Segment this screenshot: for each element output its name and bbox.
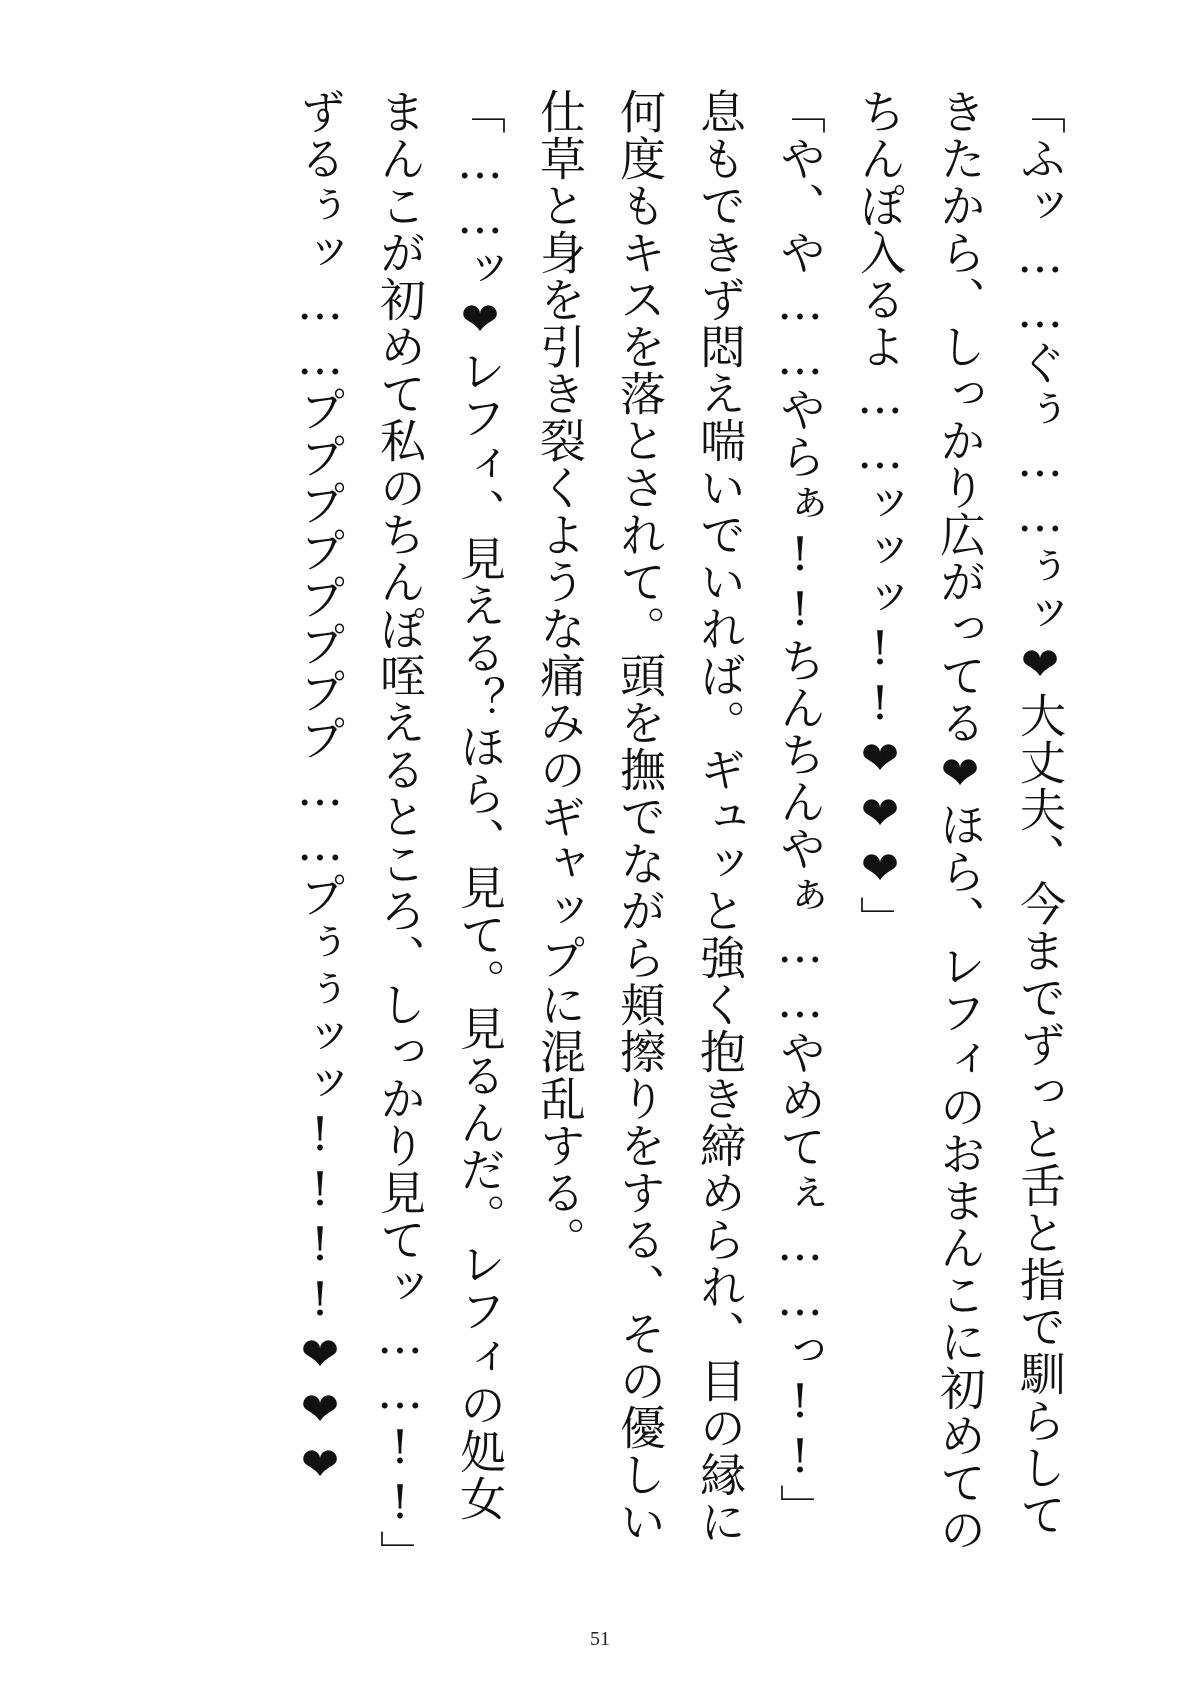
page-number: 51 bbox=[590, 1628, 610, 1650]
text-line-4: 「や、や……やらぁ!!ちんちんやぁ……やめてぇ……っ!!」 bbox=[773, 88, 827, 1531]
text-line-1: 「ふッ……ぐぅ……ぅッ❤大丈夫、今までずっと舌と指で馴らして bbox=[1013, 88, 1067, 1538]
text-line-5: 息もできず悶え喘いでいれば。ギュッと強く抱き締められ、目の縁に bbox=[693, 88, 747, 1545]
vertical-text-body bbox=[280, 88, 1080, 1618]
text-line-6: 何度もキスを落とされて。頭を撫でながら頬擦りをする、その優しい bbox=[613, 88, 667, 1545]
text-line-8: 「……ッ❤レフィ、見える？ほら、見て。見るんだ。レフィの処女 bbox=[453, 88, 507, 1522]
text-line-3: ちんぽ入るよ……ッッッ!!❤❤❤」 bbox=[853, 88, 907, 943]
text-line-9: まんこが初めて私のちんぽ咥えるところ、しっかり見てッ……!!」 bbox=[373, 88, 427, 1577]
text-line-10: ずるぅッ……ププププププププ……プぅぅッッ!!!!❤❤❤ bbox=[293, 88, 347, 1492]
text-line-2: きたから、しっかり広がってる❤ほら、レフィのおまんこに初めての bbox=[933, 88, 987, 1553]
text-line-7: 仕草と身を引き裂くような痛みのギャップに混乱する。 bbox=[533, 88, 587, 1263]
